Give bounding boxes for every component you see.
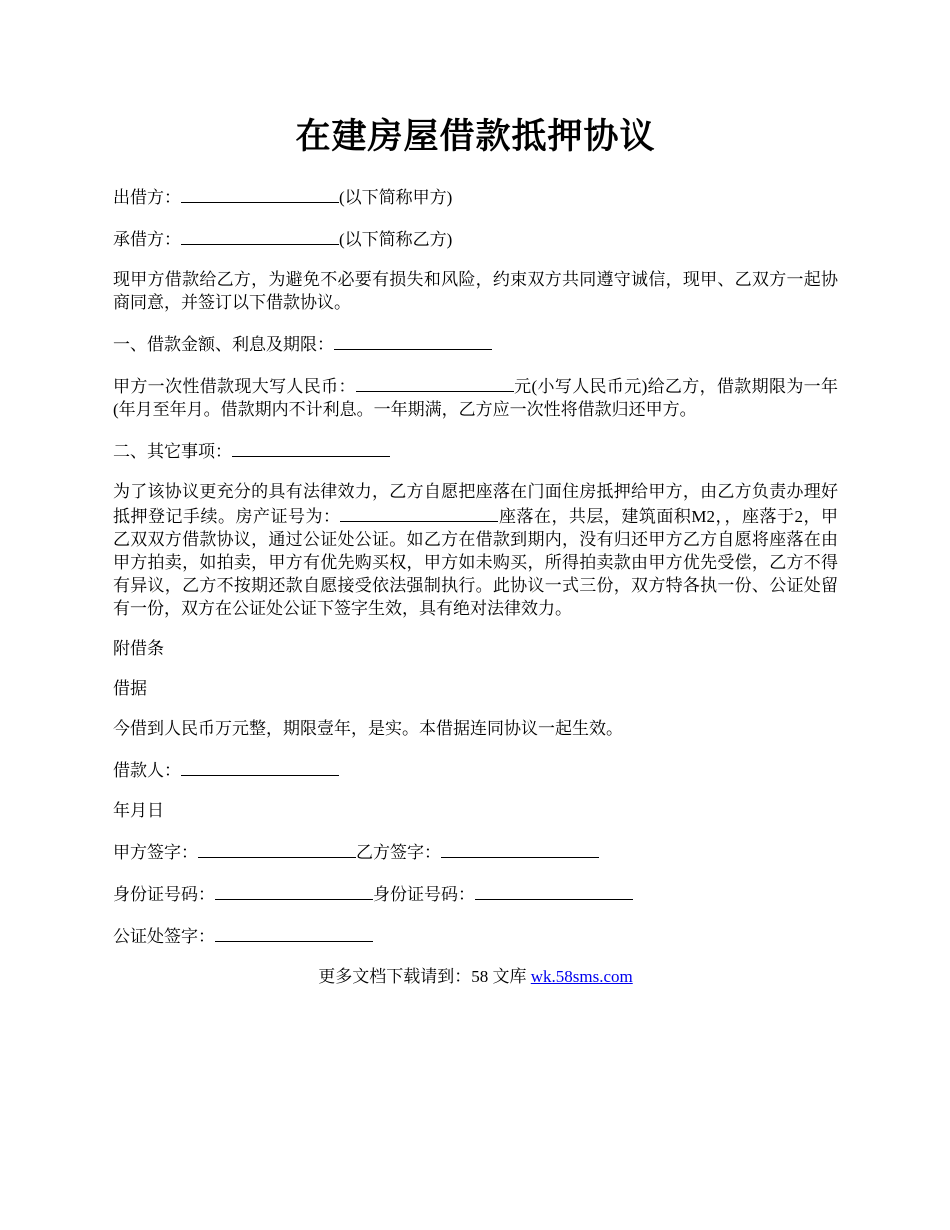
attachment-line: 附借条	[113, 639, 164, 658]
section2-paragraph	[113, 480, 838, 620]
id-a-blank[interactable]	[215, 881, 373, 900]
borrower-suffix: (以下简称乙方)	[339, 230, 453, 249]
lender-suffix: (以下简称甲方)	[339, 188, 453, 207]
notary-sign-label: 公证处签字：	[113, 927, 215, 946]
signature-line	[113, 839, 838, 864]
property-cert-blank[interactable]	[340, 503, 498, 522]
section2-blank[interactable]	[232, 438, 390, 457]
lender-line	[113, 184, 838, 209]
borrower-line	[113, 226, 838, 251]
receipt-text: 今借到人民币万元整，期限壹年，是实。本借据连同协议一起生效。	[113, 719, 623, 738]
footer-text: 更多文档下载请到：58 文库	[318, 967, 531, 986]
section1-heading-line	[113, 331, 838, 356]
party-a-sign-label: 甲方签字：	[113, 843, 198, 862]
id-label-b: 身份证号码：	[373, 885, 475, 904]
party-a-sign-blank[interactable]	[198, 839, 356, 858]
borrower-sign-blank[interactable]	[181, 757, 339, 776]
lender-label: 出借方：	[113, 188, 181, 207]
section2-heading: 二、其它事项：	[113, 442, 232, 461]
borrower-sign-line	[113, 757, 838, 782]
section1-text-b: 元(小写人民币元)给乙方，借款期限为一年(年月至年月。借款期内不计利息。一年期满，乙方应一次性将借款归还甲方。	[113, 377, 838, 419]
borrower-label: 承借方：	[113, 230, 181, 249]
borrower-sign-label: 借款人：	[113, 761, 181, 780]
receipt-title: 借据	[113, 679, 147, 698]
amount-blank[interactable]	[356, 373, 514, 392]
borrower-blank[interactable]	[181, 226, 339, 245]
lender-blank[interactable]	[181, 184, 339, 203]
section2-text-b: 座落在，共层，建筑面积M2，，座落于2，甲乙双双方借款协议，通过公证处公证。如乙方在借款到期内，没有归还甲方乙方自愿将座落在由甲方拍卖，如拍卖，甲方有优先购买权，甲方如未购买，所得拍卖款由甲方优先受偿，乙方不得有异议，乙方不按期还款自愿接受依法强制执行。此协议一式三份，双方特各执一份、公证处留有一份，双方在公证处公证下签字生效，具有绝对法律效力。	[113, 507, 838, 618]
intro-paragraph: 现甲方借款给乙方，为避免不必要有损失和风险，约束双方共同遵守诚信，现甲、乙双方一起协商同意，并签订以下借款协议。	[113, 270, 838, 312]
section1-text-a: 甲方一次性借款现大写人民币：	[113, 377, 356, 396]
notary-sign-line	[113, 923, 838, 948]
date-line: 年月日	[113, 801, 164, 820]
section1-heading: 一、借款金额、利息及期限：	[113, 335, 334, 354]
party-b-sign-blank[interactable]	[441, 839, 599, 858]
id-label-a: 身份证号码：	[113, 885, 215, 904]
section1-blank[interactable]	[334, 331, 492, 350]
id-number-line	[113, 881, 838, 906]
footer	[113, 965, 838, 988]
section2-text-a: 为了该协议更充分的具有法律效力，乙方自愿把座落在门面住房抵押给甲方，由乙方负责办理好抵押登记手续。房产证号为：	[113, 482, 838, 526]
document-title: 在建房屋借款抵押协议	[295, 117, 656, 156]
id-b-blank[interactable]	[475, 881, 633, 900]
footer-link[interactable]: wk.58sms.com	[530, 967, 633, 986]
section2-heading-line	[113, 438, 838, 463]
party-b-sign-label: 乙方签字：	[356, 843, 441, 862]
section1-paragraph	[113, 373, 838, 421]
notary-sign-blank[interactable]	[215, 923, 373, 942]
